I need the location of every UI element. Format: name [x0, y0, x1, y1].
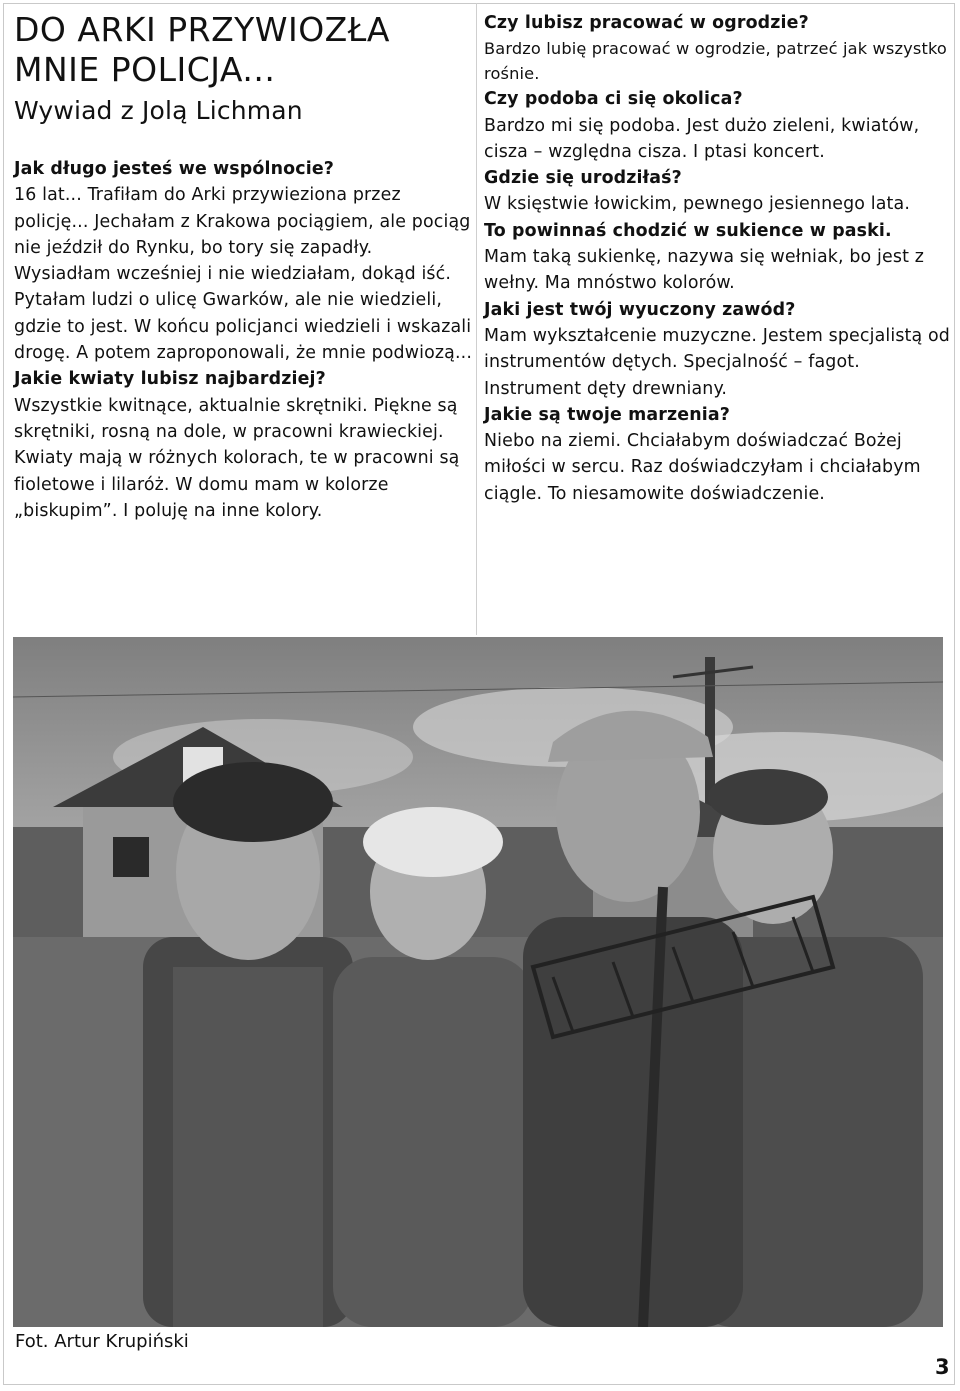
left-column: [14, 10, 474, 524]
question: Jakie kwiaty lubisz najbardziej?: [14, 369, 326, 390]
right-column: [484, 10, 950, 507]
question: Jakie są twoje marzenia?: [484, 404, 730, 425]
article-title: [14, 10, 474, 90]
answer: Niebo na ziemi. Chciałabym doświadczać Bożej miłości w sercu. Raz doświadczyłam i chciałabym ciągle. To niesamowite doświadczenie.: [484, 431, 921, 504]
page-number: 3: [935, 1355, 950, 1379]
house-window: [113, 837, 149, 877]
answer: Wszystkie kwitnące, aktualnie skrętniki. Piękne są skrętniki, rosną na dole, w pracowni krawieckiej. Kwiaty mają w różnych kolorach, te w pracowni są fioletowe i lilaróż. W domu mam w kolorze „biskupim”. I poluję na inne kolory.: [14, 395, 460, 521]
question: Jak długo jesteś we wspólnocie?: [14, 159, 334, 179]
answer: 16 lat... Trafiłam do Arki przywieziona przez policję... Jechałam z Krakowa pociągiem, ale pociąg nie jeździł do Rynku, bo tory się zapadły. Wysiadłam wcześniej i nie wiedziałam, dokąd iść. Pytałam ludzi o ulicę Gwarków, ale nie wiedzieli, gdzie to jest. W końcu policjanci wiedzieli i wskazali drogę. A potem zaproponowali, że mnie podwiozą...: [14, 185, 473, 364]
answer: Mam wykształcenie muzyczne. Jestem specjalistą od instrumentów dętych. Specjalność – fagot. Instrument dęty drewniany.: [484, 325, 950, 399]
photo-illustration: [13, 637, 943, 1327]
question: Gdzie się urodziłaś?: [484, 168, 682, 189]
photo-caption: Fot. Artur Krupiński: [15, 1331, 189, 1352]
group-photo: [13, 637, 943, 1327]
answer: Bardzo mi się podoba. Jest dużo zieleni, kwiatów, cisza – względna cisza. I ptasi koncert.: [484, 115, 920, 162]
question: Jaki jest twój wyuczony zawód?: [484, 299, 796, 320]
question: Czy podoba ci się okolica?: [484, 89, 743, 110]
article-subtitle: Wywiad z Jolą Lichman: [14, 96, 303, 125]
answer: Bardzo lubię pracować w ogrodzie, patrzeć jak wszystko rośnie.: [484, 39, 947, 84]
question: To powinnaś chodzić w sukience w paski.: [484, 220, 892, 241]
column-divider: [476, 3, 477, 635]
title-line-2: MNIE POLICJA...: [14, 50, 276, 89]
question: Czy lubisz pracować w ogrodzie?: [484, 13, 809, 33]
answer: Mam taką sukienkę, nazywa się wełniak, bo jest z wełny. Ma mnóstwo kolorów.: [484, 247, 924, 294]
answer: W księstwie łowickim, pewnego jesiennego lata.: [484, 194, 910, 215]
title-line-1: DO ARKI PRZYWIOZŁA: [14, 10, 390, 49]
